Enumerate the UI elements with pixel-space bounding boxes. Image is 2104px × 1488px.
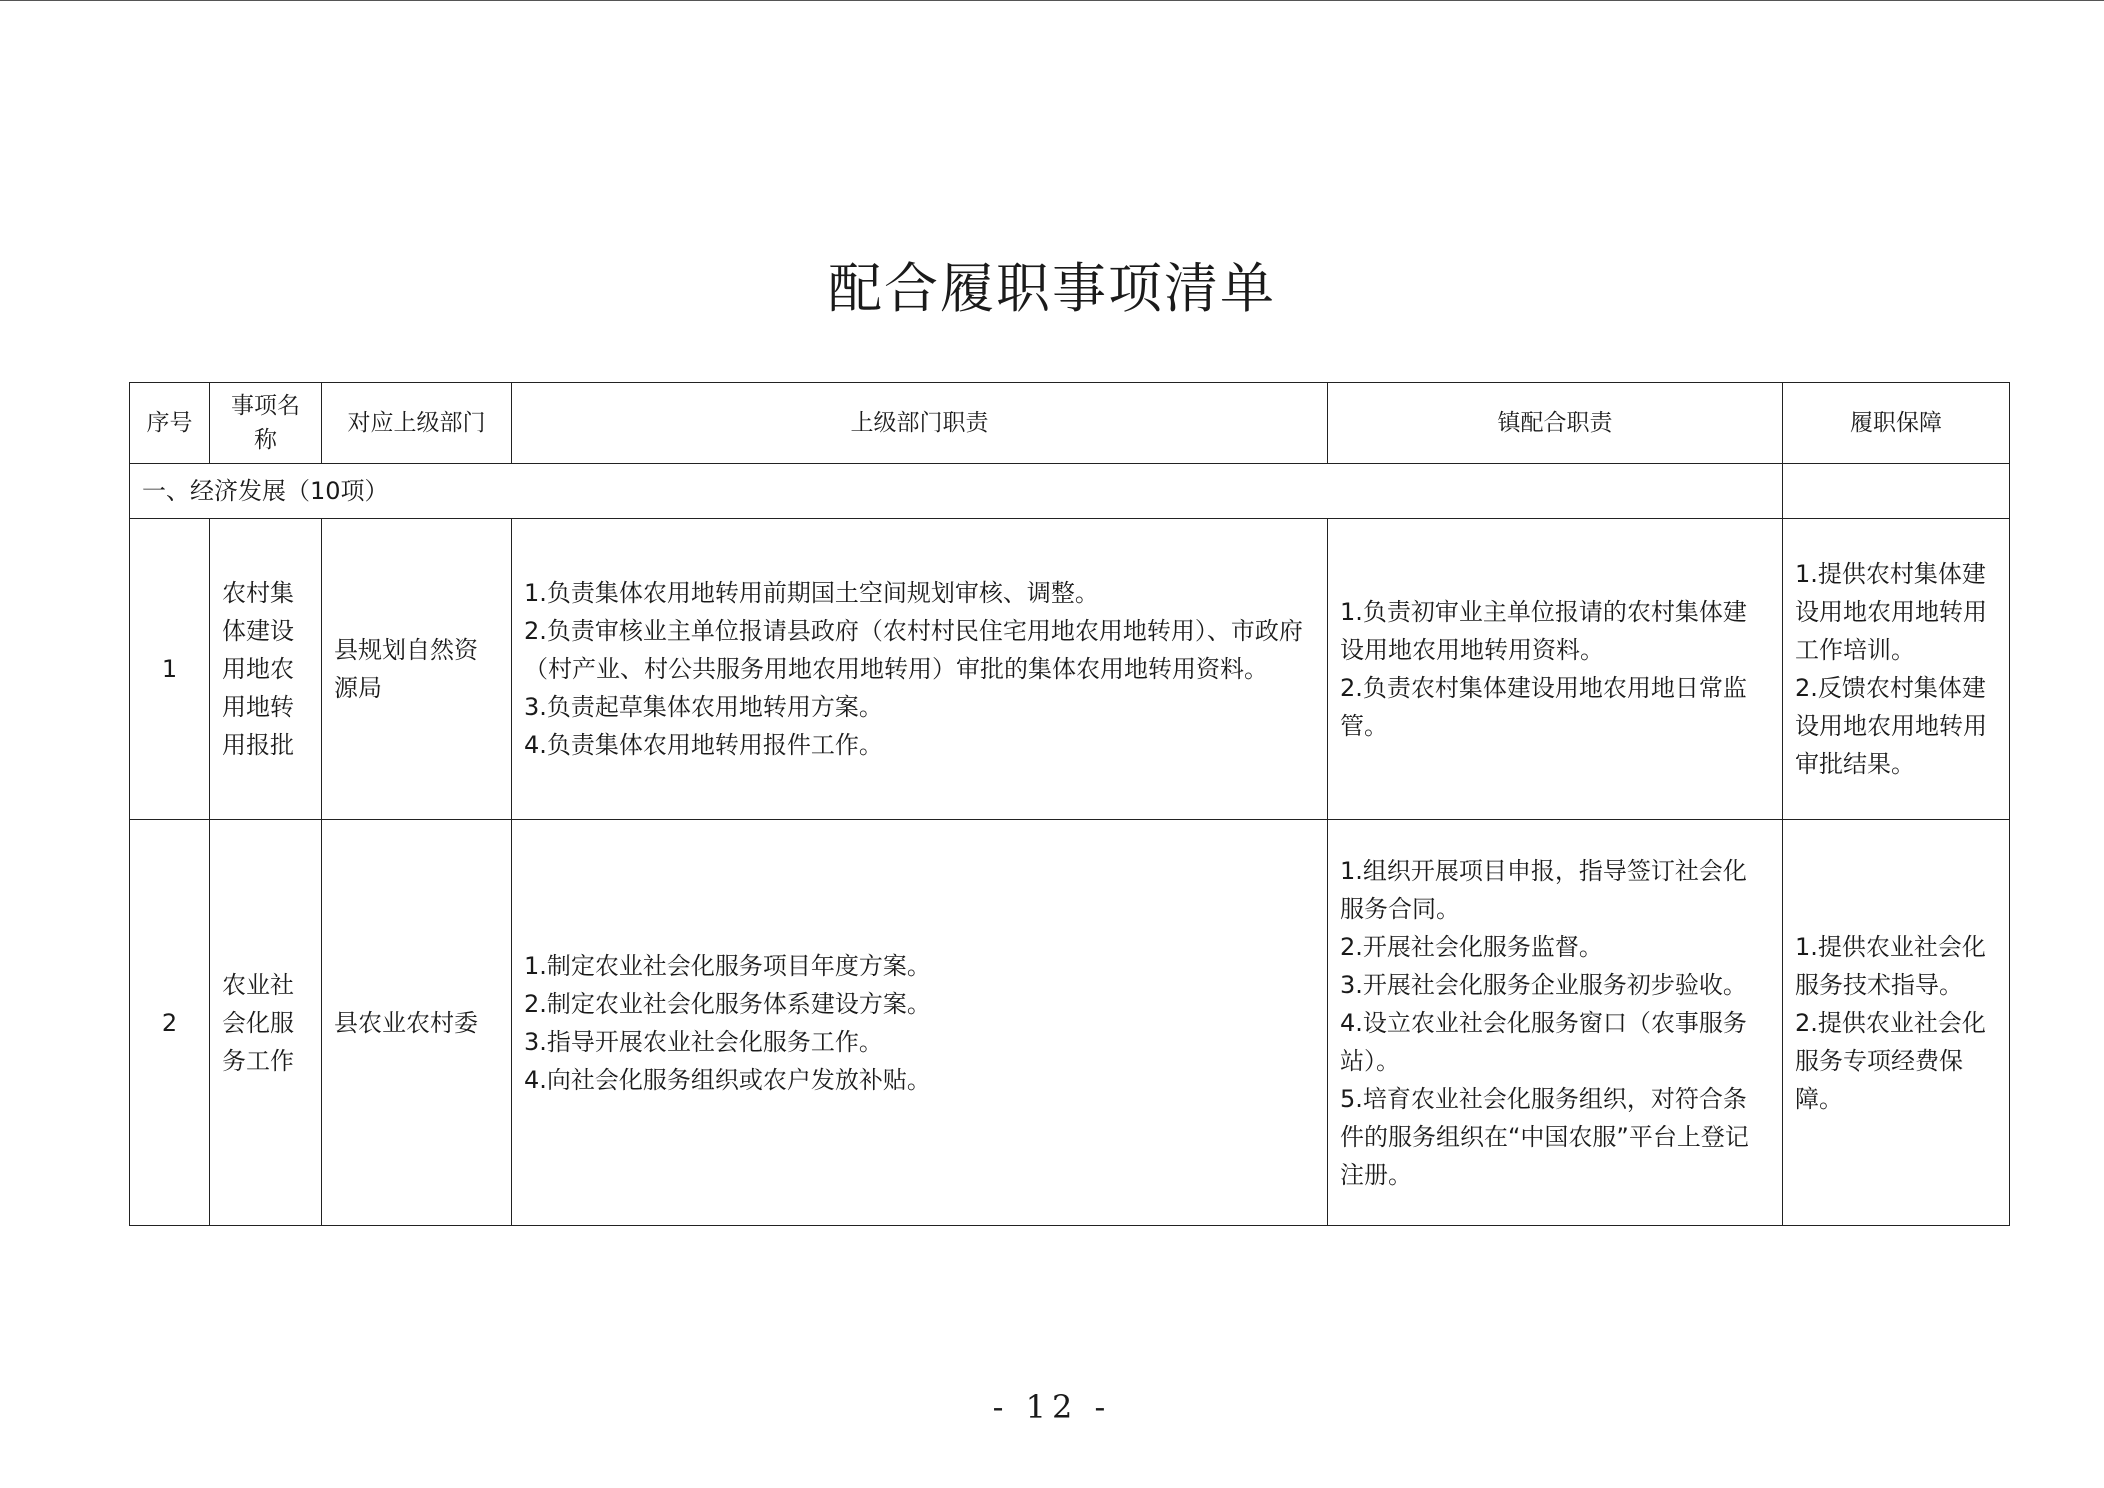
duty-line: 4.向社会化服务组织或农户发放补贴。 <box>524 1065 931 1094</box>
guarantee-line: 2.反馈农村集体建设用地农用地转用审批结果。 <box>1795 674 1987 778</box>
row-guarantee <box>1783 820 2010 1226</box>
duty-line: 1.负责集体农用地转用前期国土空间规划审核、调整。 <box>524 579 1099 607</box>
guarantee-line: 1.提供农村集体建设用地农用地转用工作培训。 <box>1795 560 1987 664</box>
row-upper-duty <box>512 519 1328 820</box>
duty-line: 1.组织开展项目申报，指导签订社会化服务合同。 <box>1340 856 1747 923</box>
duty-line: 3.开展社会化服务企业服务初步验收。 <box>1340 970 1747 999</box>
duty-line: 4.设立农业社会化服务窗口（农事服务站）。 <box>1340 1008 1747 1075</box>
duty-line: 2.制定农业社会化服务体系建设方案。 <box>524 989 931 1018</box>
table-header-row <box>130 383 2010 464</box>
duty-line: 2.负责审核业主单位报请县政府（农村村民住宅用地农用地转用）、市政府（村产业、村公共服务用地农用地转用）审批的集体农用地转用资料。 <box>524 617 1303 683</box>
header-seq: 序号 <box>130 383 210 464</box>
header-upper-duty: 上级部门职责 <box>512 383 1328 464</box>
section-row <box>130 464 2010 519</box>
page-title: 配合履职事项清单 <box>828 257 1276 320</box>
header-dept: 对应上级部门 <box>322 383 512 464</box>
row-item-name: 农业社会化服务工作 <box>210 820 322 1226</box>
duty-line: 2.负责农村集体建设用地农用地日常监管。 <box>1340 674 1747 740</box>
duties-table <box>129 382 2010 1226</box>
row-town-duty <box>1328 519 1783 820</box>
row-item-name: 农村集体建设用地农用地转用报批 <box>210 519 322 820</box>
row-dept: 县规划自然资源局 <box>322 519 512 820</box>
row-town-duty <box>1328 820 1783 1226</box>
row-dept: 县农业农村委 <box>322 820 512 1226</box>
duty-line: 1.负责初审业主单位报请的农村集体建设用地农用地转用资料。 <box>1340 598 1747 664</box>
row-seq: 2 <box>130 820 210 1226</box>
duty-line: 1.制定农业社会化服务项目年度方案。 <box>524 951 931 980</box>
header-guarantee: 履职保障 <box>1783 383 2010 464</box>
header-item-name: 事项名称 <box>210 383 322 464</box>
duty-line: 2.开展社会化服务监督。 <box>1340 932 1603 961</box>
table-row <box>130 820 2010 1226</box>
row-guarantee <box>1783 519 2010 820</box>
duty-line: 3.负责起草集体农用地转用方案。 <box>524 693 883 721</box>
page-number: - 12 - <box>992 1388 1112 1426</box>
guarantee-line: 2.提供农业社会化服务专项经费保障。 <box>1795 1008 1986 1113</box>
section-title: 一、经济发展（10项） <box>130 464 1783 519</box>
section-empty-cell <box>1783 464 2010 519</box>
guarantee-line: 1.提供农业社会化服务技术指导。 <box>1795 932 1986 999</box>
row-seq: 1 <box>130 519 210 820</box>
duty-line: 5.培育农业社会化服务组织，对符合条件的服务组织在“中国农服”平台上登记注册。 <box>1340 1084 1749 1189</box>
row-upper-duty <box>512 820 1328 1226</box>
duty-line: 4.负责集体农用地转用报件工作。 <box>524 731 883 759</box>
header-town-duty: 镇配合职责 <box>1328 383 1783 464</box>
table-row <box>130 519 2010 820</box>
page-top-border <box>0 0 2104 1</box>
duty-line: 3.指导开展农业社会化服务工作。 <box>524 1027 883 1056</box>
